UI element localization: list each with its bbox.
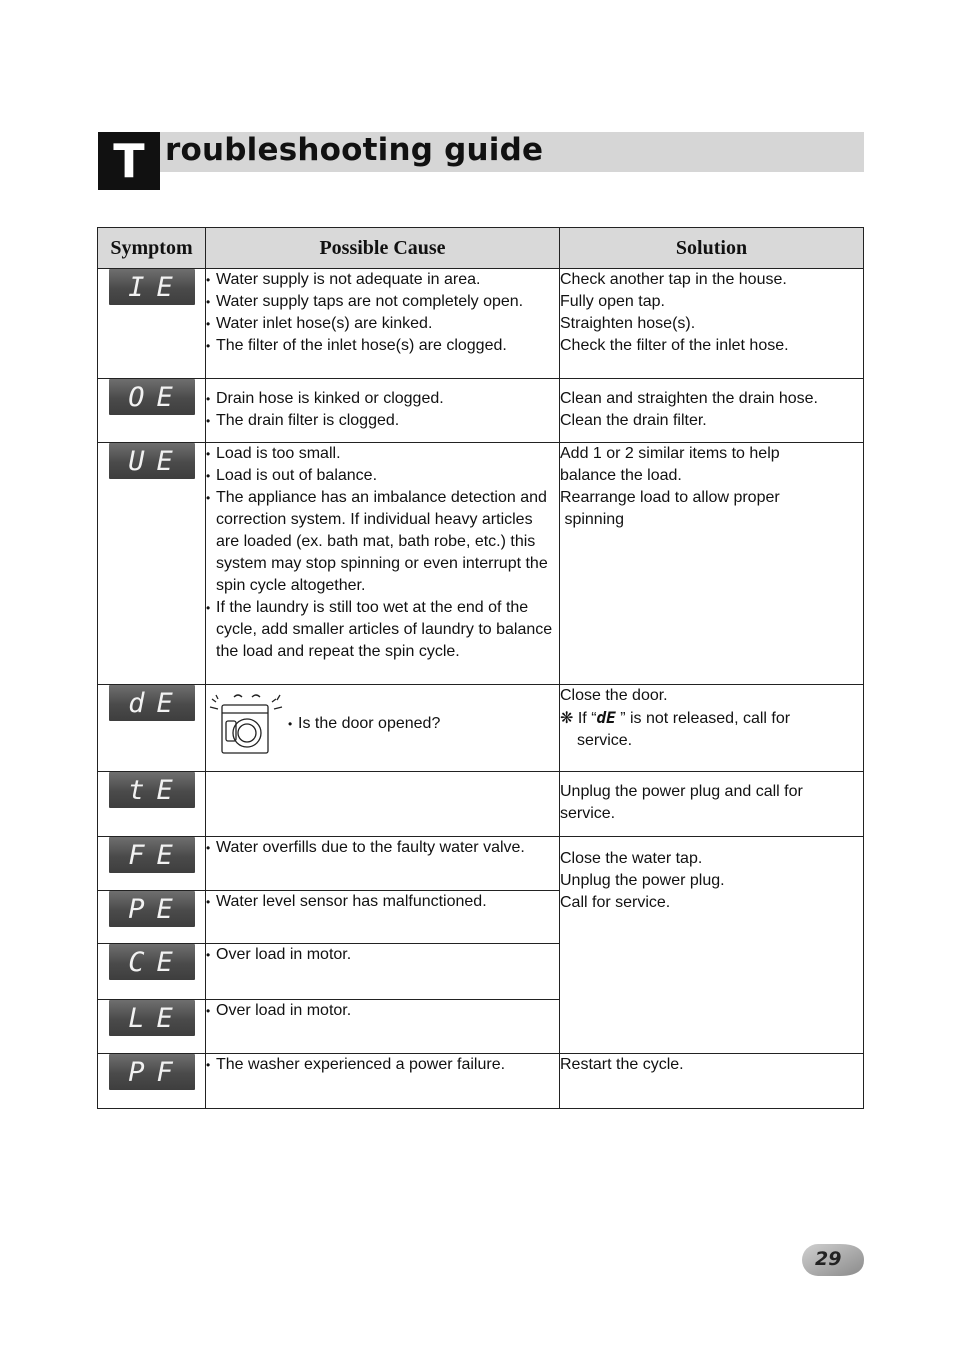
cause-item: • Load is too small. (206, 443, 559, 465)
error-code-display: PF (109, 1054, 195, 1090)
solution-line: Check the filter of the inlet hose. (560, 337, 789, 354)
cause-item: • Water level sensor has malfunctioned. (206, 891, 559, 913)
cause-item: • The filter of the inlet hose(s) are clogged. (206, 335, 559, 357)
cause-item: • The washer experienced a power failure. (206, 1054, 559, 1076)
cause-item: • Drain hose is kinked or clogged. (206, 388, 559, 410)
table-row (98, 379, 864, 443)
error-code-display: tE (109, 772, 195, 808)
header-symptom: Symptom (98, 228, 206, 269)
solution-line: Straighten hose(s). (560, 315, 696, 332)
title-initial: T (98, 132, 160, 190)
solution-line: Check another tap in the house. (560, 271, 787, 288)
troubleshooting-table (97, 227, 864, 1109)
cause-item: • Water inlet hose(s) are kinked. (206, 313, 559, 335)
table-row (98, 1054, 864, 1109)
solution-line: spinning (560, 511, 625, 528)
solution-line: Add 1 or 2 similar items to help (560, 445, 780, 462)
solution-line: Unplug the power plug. (560, 872, 725, 889)
page-number: 29 (815, 1248, 842, 1270)
error-code-display: LE (109, 1000, 195, 1036)
table-row (98, 269, 864, 379)
cause-item: • The appliance has an imbalance detection and correction system. If individual heavy articles are loaded (ex. bath mat, bath robe, etc.) this system may stop spinning or even interrupt the spin cycle altogether. (206, 487, 559, 597)
cause-item: • Water supply taps are not completely open. (206, 291, 559, 313)
solution-line: Close the water tap. (560, 850, 703, 867)
error-code-display: FE (109, 837, 195, 873)
error-code-display: CE (109, 944, 195, 980)
solution-note: ❋ If “dE ” is not released, call for (560, 708, 791, 727)
table-row (98, 772, 864, 837)
solution-line: service. (577, 732, 633, 749)
cause-item: • Is the door opened? (288, 713, 440, 735)
cause-item: • The drain filter is clogged. (206, 410, 559, 432)
error-code-display: dE (109, 685, 195, 721)
solution-line: Call for service. (560, 894, 671, 911)
header-cause: Possible Cause (206, 228, 560, 269)
solution-line: Restart the cycle. (560, 1054, 864, 1109)
error-code-reference: dE (596, 708, 616, 727)
table-row (98, 685, 864, 772)
solution-line: Close the door. (560, 687, 668, 704)
error-code-display: PE (109, 891, 195, 927)
error-code-display: IE (109, 269, 195, 305)
solution-line: Rearrange load to allow proper (560, 489, 780, 506)
table-row (98, 837, 864, 891)
solution-line: Unplug the power plug and call for (560, 783, 803, 800)
table-row (98, 443, 864, 685)
table-header-row (98, 228, 864, 269)
page-title: roubleshooting guide (165, 132, 544, 168)
error-code-display: OE (109, 379, 195, 415)
cause-item: • Water overfills due to the faulty water valve. (206, 837, 559, 859)
solution-line: Clean the drain filter. (560, 412, 707, 429)
cause-item: • Over load in motor. (206, 1000, 559, 1022)
error-code-display: UE (109, 443, 195, 479)
cause-item: • Over load in motor. (206, 944, 559, 966)
header-solution: Solution (560, 228, 864, 269)
cause-item: • If the laundry is still too wet at the end of the cycle, add smaller articles of laundry to balance the load and repeat the spin cycle. (206, 597, 559, 663)
solution-line: service. (560, 805, 616, 822)
washer-door-icon (206, 693, 288, 755)
cause-item: • Load is out of balance. (206, 465, 559, 487)
solution-line: Fully open tap. (560, 293, 665, 310)
cause-item: • Water supply is not adequate in area. (206, 269, 559, 291)
solution-line: balance the load. (560, 467, 682, 484)
solution-line: Clean and straighten the drain hose. (560, 390, 818, 407)
